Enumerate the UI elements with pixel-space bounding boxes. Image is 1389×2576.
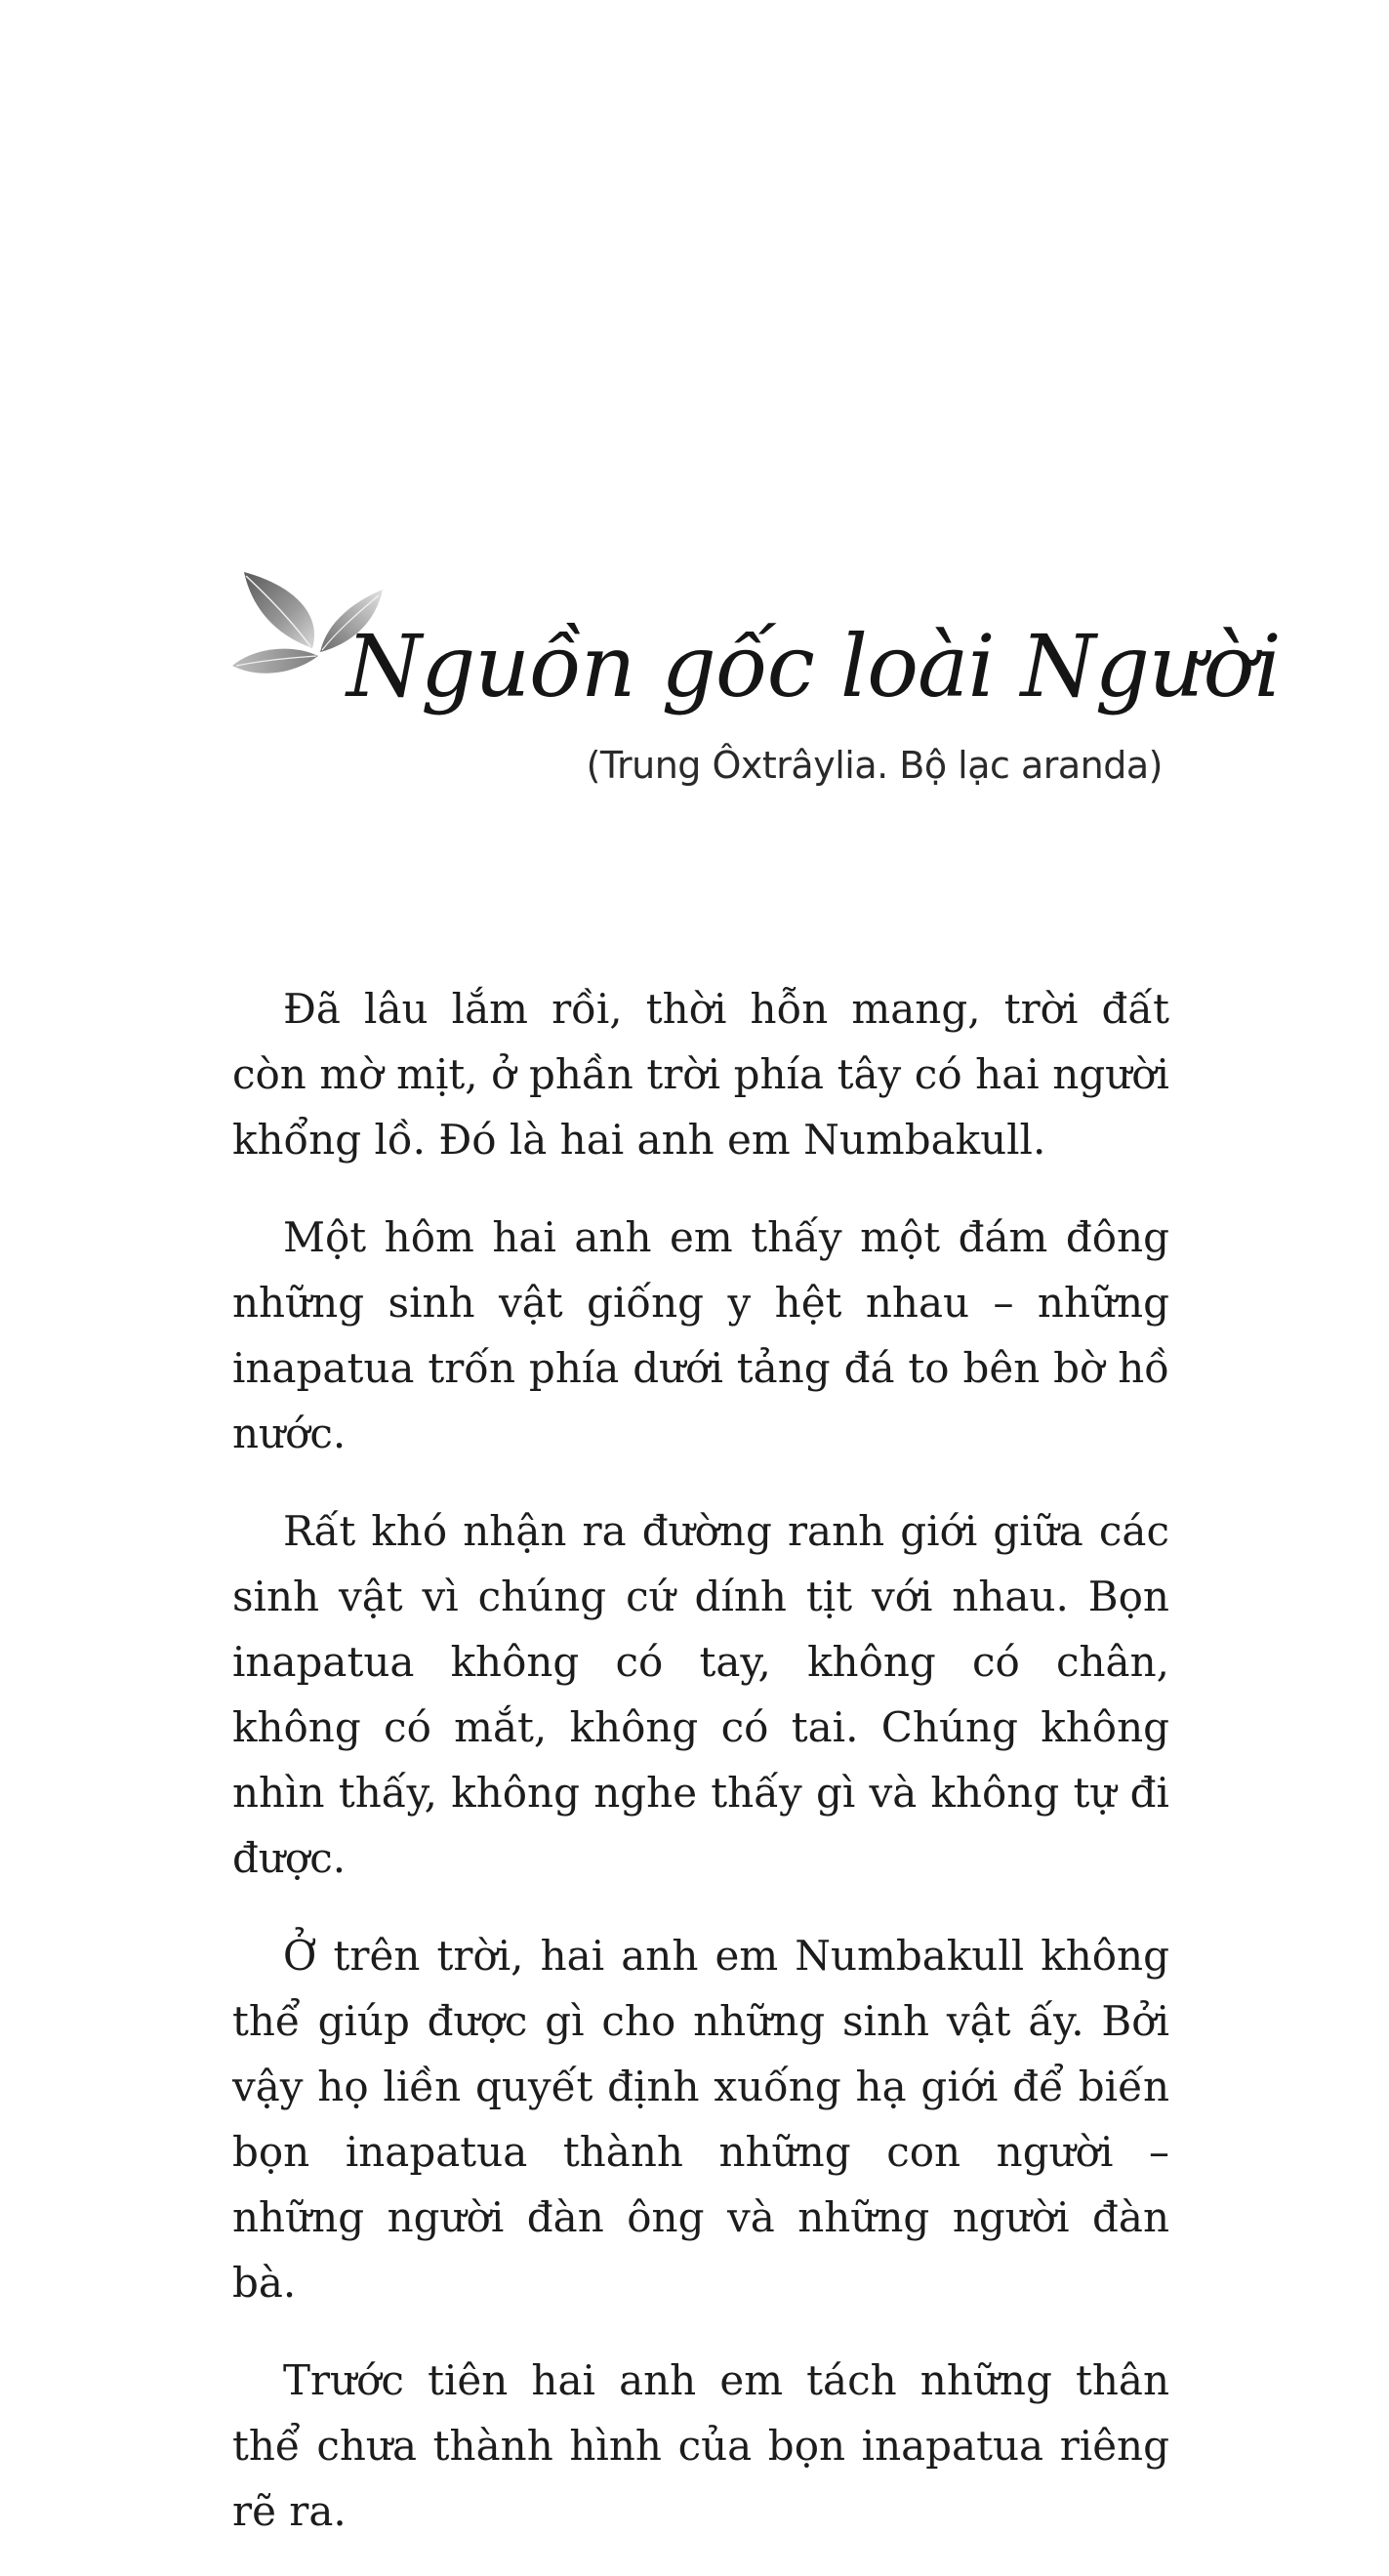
paragraph: Đã lâu lắm rồi, thời hỗn mang, trời đất còn mờ mịt, ở phần trời phía tây có hai người khổng lồ. Đó là hai anh em Numbakull. [232,985,1169,1164]
paragraph: Một hôm hai anh em thấy một đám đông những sinh vật giống y hệt nhau – những inapatua trốn phía dưới tảng đá to bên bờ hồ nước. [232,1213,1169,1457]
paragraph: Ở trên trời, hai anh em Numbakull không thể giúp được gì cho những sinh vật ấy. Bởi vậy họ liền quyết định xuống hạ giới để biến bọn inapatua thành những con người – những người đàn ông và những người đàn bà. [232,1932,1169,2307]
paragraph: Trước tiên hai anh em tách những thân thể chưa thành hình của bọn inapatua riêng rẽ ra. [232,2356,1169,2535]
page-subtitle: (Trung Ôxtrâylia. Bộ lạc aranda) [586,744,1163,787]
story-body [232,976,1169,2576]
page-title: Nguồn gốc loài Người [347,616,1281,716]
paragraph: Rất khó nhận ra đường ranh giới giữa các sinh vật vì chúng cứ dính tịt với nhau. Bọn inapatua không có tay, không có chân, không có mắt, không có tai. Chúng không nhìn thấy, không nghe thấy gì và không tự đi được. [232,1507,1169,1882]
